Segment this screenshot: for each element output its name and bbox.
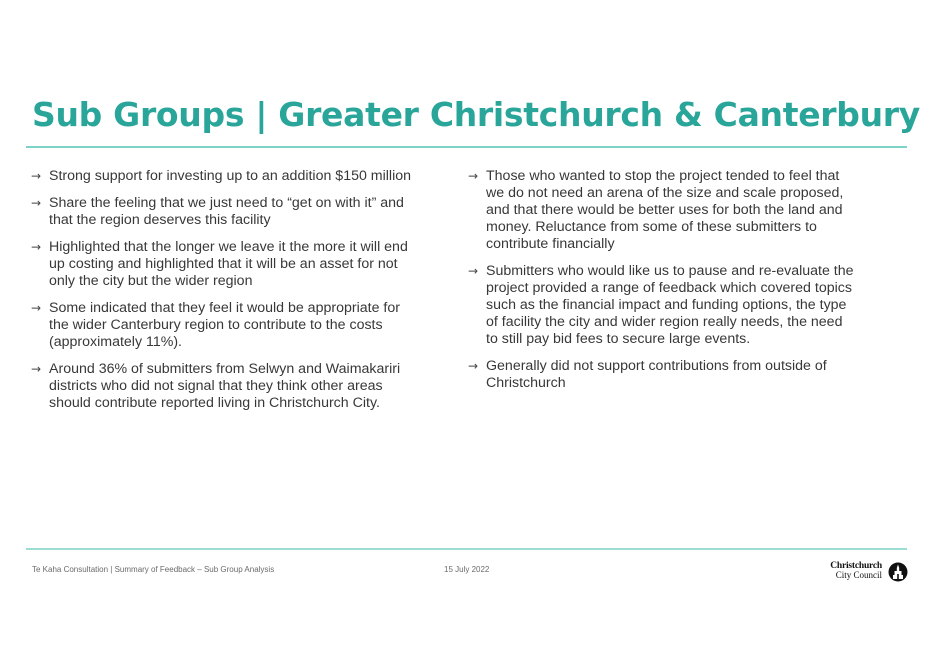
arrow-right-icon: → (31, 240, 42, 254)
arrow-right-icon: → (31, 301, 42, 315)
footer-document-title: Te Kaha Consultation | Summary of Feedback – Sub Group Analysis (32, 565, 275, 574)
left-bullet-list (31, 168, 411, 422)
bullet-text: Generally did not support contributions from outside of Christchurch (486, 358, 827, 391)
bullet-text: Some indicated that they feel it would be appropriate for the wider Canterbury region to contribute to the costs (approximately 11%). (49, 300, 400, 350)
cathedral-emblem-icon (888, 562, 908, 582)
council-logo (828, 562, 908, 584)
bullet-text: Submitters who would like us to pause and re-evaluate the project provided a range of feedback which covered topics such as the financial impact and funding options, the type of facility the city and wider region really needs, the need to still pay bid fees to secure large events. (486, 263, 854, 347)
bullet-text: Strong support for investing up to an addition $150 million (49, 168, 412, 184)
right-bullet-list (468, 168, 858, 402)
arrow-right-icon: → (468, 169, 479, 183)
footer-divider (26, 548, 907, 550)
arrow-right-icon: → (31, 169, 42, 183)
bullet-text: Highlighted that the longer we leave it the more it will end up costing and highlighted that it will be an asset for not only the city but the wider region (49, 239, 408, 289)
list-item (31, 195, 411, 229)
list-item (31, 300, 411, 351)
arrow-right-icon: → (468, 359, 479, 373)
list-item (31, 361, 411, 412)
list-item (31, 239, 411, 290)
logo-line2: City Council (835, 570, 882, 580)
bullet-text: Those who wanted to stop the project tended to feel that we do not need an arena of the size and scale proposed, and that there would be better uses for both the land and money. Reluctance from some of these submitters to contribute financially (486, 168, 844, 252)
footer-date: 15 July 2022 (444, 565, 490, 574)
arrow-right-icon: → (31, 362, 42, 376)
title-divider (26, 146, 907, 148)
list-item (31, 168, 411, 185)
page-title: Sub Groups | Greater Christchurch & Canterbury (32, 95, 920, 134)
bullet-text: Around 36% of submitters from Selwyn and Waimakariri districts who did not signal that they think other areas should contribute reported living in Christchurch City. (49, 361, 401, 411)
bullet-text: Share the feeling that we just need to “get on with it” and that the region deserves this facility (49, 195, 404, 228)
list-item (468, 358, 858, 392)
logo-line1: Christchurch (830, 561, 882, 571)
arrow-right-icon: → (31, 196, 42, 210)
list-item (468, 168, 858, 253)
list-item (468, 263, 858, 348)
logo-wordmark (830, 562, 882, 580)
arrow-right-icon: → (468, 264, 479, 278)
